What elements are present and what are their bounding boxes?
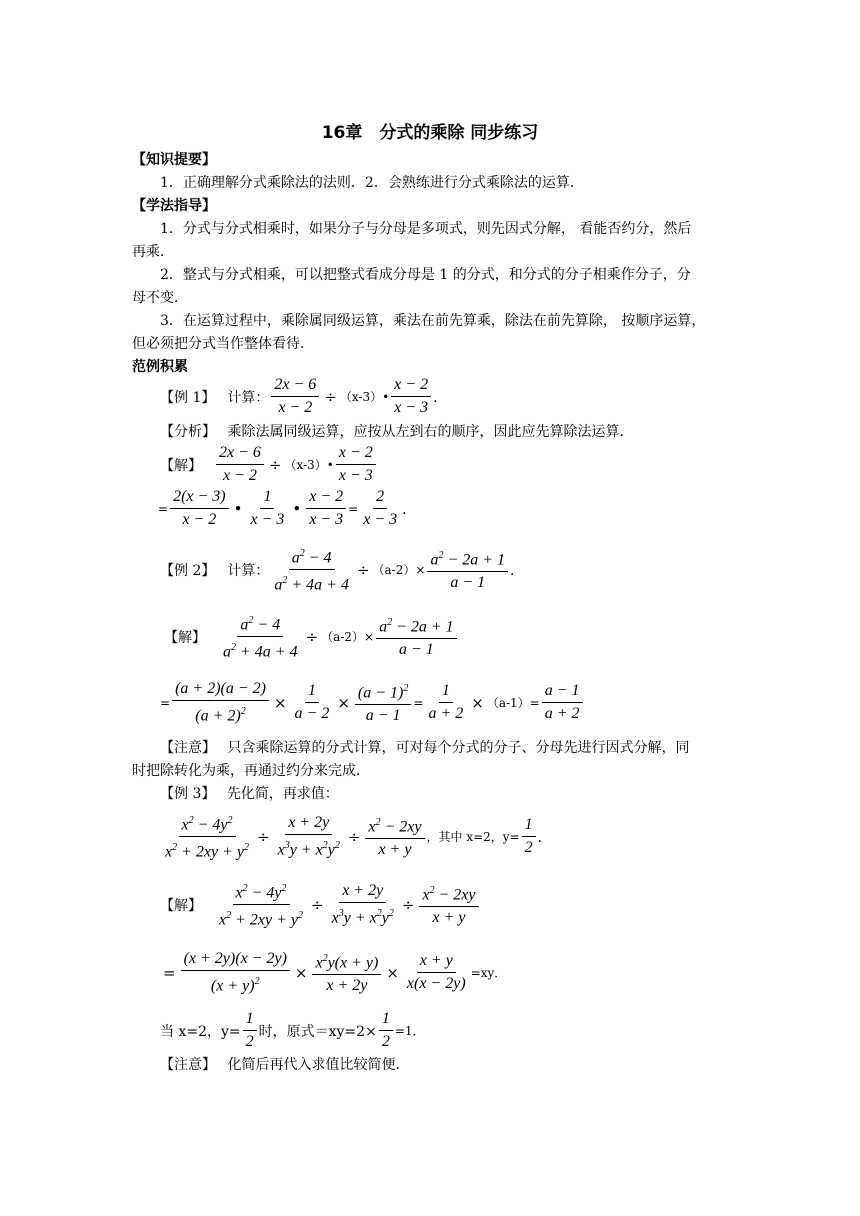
- method-2b: 母不变．: [132, 290, 188, 306]
- analysis-label: 【分析】: [160, 424, 209, 440]
- method-3b: 但必须把分式当作整体看待．: [132, 336, 314, 352]
- example-3-text: 先化简，再求值：: [226, 786, 339, 802]
- example-3-note: [160, 1055, 732, 1075]
- example-2-steps: = $\frac{(a + 2)(a - 2)}{(a + 2)^2}$ × $\frac{1}{a - 2}$ × $\frac{(a - 1)^2}{a - 1}$ = $\frac{1}{a + 2}$ × （a-1）= $\frac{a - 1}{a + 2}$: [160, 680, 585, 725]
- page-title: 16章 分式的乘除 同步练习: [321, 123, 539, 143]
- note-label: 【注意】: [160, 740, 209, 756]
- example-2-note-b: 时把除转化为乘，再通过约分来完成．: [132, 763, 370, 779]
- method-2a: 2．整式与分式相乘，可以把整式看成分母是 1 的分式，和分式的分子相乘作分子，分: [160, 267, 691, 283]
- example-2-note-a: [160, 738, 732, 758]
- sub-text-b: 时，原式＝xy=2×: [258, 1023, 377, 1040]
- sub-text-a: 当 x=2，y=: [160, 1023, 241, 1040]
- example-2-label: 【例 2】: [160, 562, 216, 579]
- knowledge-heading: 【知识提要】: [132, 152, 216, 168]
- example-3-condition: ，其中 x=2，y=: [426, 830, 520, 845]
- solution-label: 【解】: [160, 457, 202, 474]
- example-3-label: 【例 3】: [160, 786, 209, 802]
- knowledge-text: 1．正确理解分式乘除法的法则．2．会熟练进行分式乘除法的运算．: [160, 175, 584, 191]
- example-3-solution-label: 【解】: [160, 897, 202, 914]
- example-3-note-label: 【注意】: [160, 1057, 209, 1073]
- examples-heading: 范例积累: [132, 359, 188, 375]
- method-3a: 3．在运算过程中，乘除属同级运算，乘法在前先算乘，除法在前先算除， 按顺序运算，: [160, 313, 706, 329]
- example-1-label: 【例 1】: [160, 389, 216, 406]
- note-text: 只含乘除运算的分式计算，可对每个分式的分子、分母先进行因式分解，同: [227, 740, 690, 756]
- sub-text-c: =1．: [394, 1024, 425, 1038]
- example-1-solution: 【解】 $\frac{2x - 6}{x - 2}$ ÷ （x-3）• $\frac{x - 2}{x - 3}$: [160, 444, 378, 485]
- analysis-text: 乘除法属同级运算，应按从左到右的顺序，因此应先算除法运算．: [227, 424, 634, 440]
- example-1-problem: 【例 1】 计算： $\frac{2x - 6}{x - 2}$ ÷ （x-3）• $\frac{x - 2}{x - 3}$ ．: [160, 376, 448, 416]
- example-3-solution: 【解】 $\frac{x^2 - 4y^2}{x^2 + 2xy + y^2}$ ÷ $\frac{x + 2y}{x^3y + x^2y^2}$ ÷ $\frac{x^2 - 2xy}{x + y}$: [160, 880, 481, 930]
- example-2-calc: 计算：: [227, 562, 270, 579]
- example-3-problem: $\frac{x^2 - 4y^2}{x^2 + 2xy + y^2}$ ÷ $\frac{x + 2y}{x^3y + x^2y^2}$ ÷ $\frac{x^2 - 2xy}{x + y}$ ，其中 x=2，y= $\frac{1}{2}$ ．: [160, 812, 552, 862]
- example-2-solution: 【解】 $\frac{a^2 - 4}{a^2 + 4a + 4}$ ÷ （a-2）× $\frac{a^2 - 2a + 1}{a - 1}$: [164, 612, 459, 662]
- example-3-substitution: 当 x=2，y= $\frac{1}{2}$ 时，原式＝xy=2× $\frac{1}{2}$ =1．: [160, 1010, 425, 1050]
- example-2-solution-label: 【解】: [164, 629, 206, 646]
- example-1-analysis: [160, 422, 760, 442]
- method-1a: 1．分式与分式相乘时，如果分子与分母是多项式，则先因式分解， 看能否约分，然后: [160, 221, 692, 237]
- example-3-result: =xy．: [470, 966, 507, 981]
- example-3-note-text: 化简后再代入求值比较简便．: [227, 1057, 410, 1073]
- example-3-steps: = $\frac{(x + 2y)(x - 2y)}{(x + y)^2}$ × $\frac{x^2y(x + y)}{x + 2y}$ × $\frac{x + y}{x(x - 2y)}$ =xy．: [163, 950, 507, 995]
- example-1-calc: 计算：: [227, 389, 270, 406]
- example-3-header: [160, 784, 732, 804]
- example-1-steps: = $\frac{2(x - 3)}{x - 2}$ • $\frac{1}{x - 3}$ • $\frac{x - 2}{x - 3}$ = $\frac{2}{x - 3}$ ．: [158, 488, 417, 528]
- example-2-problem: 【例 2】 计算： $\frac{a^2 - 4}{a^2 + 4a + 4}$ ÷ （a-2）× $\frac{a^2 - 2a + 1}{a - 1}$ ．: [160, 545, 524, 595]
- method-heading: 【学法指导】: [132, 198, 216, 214]
- method-1b: 再乘．: [132, 244, 174, 260]
